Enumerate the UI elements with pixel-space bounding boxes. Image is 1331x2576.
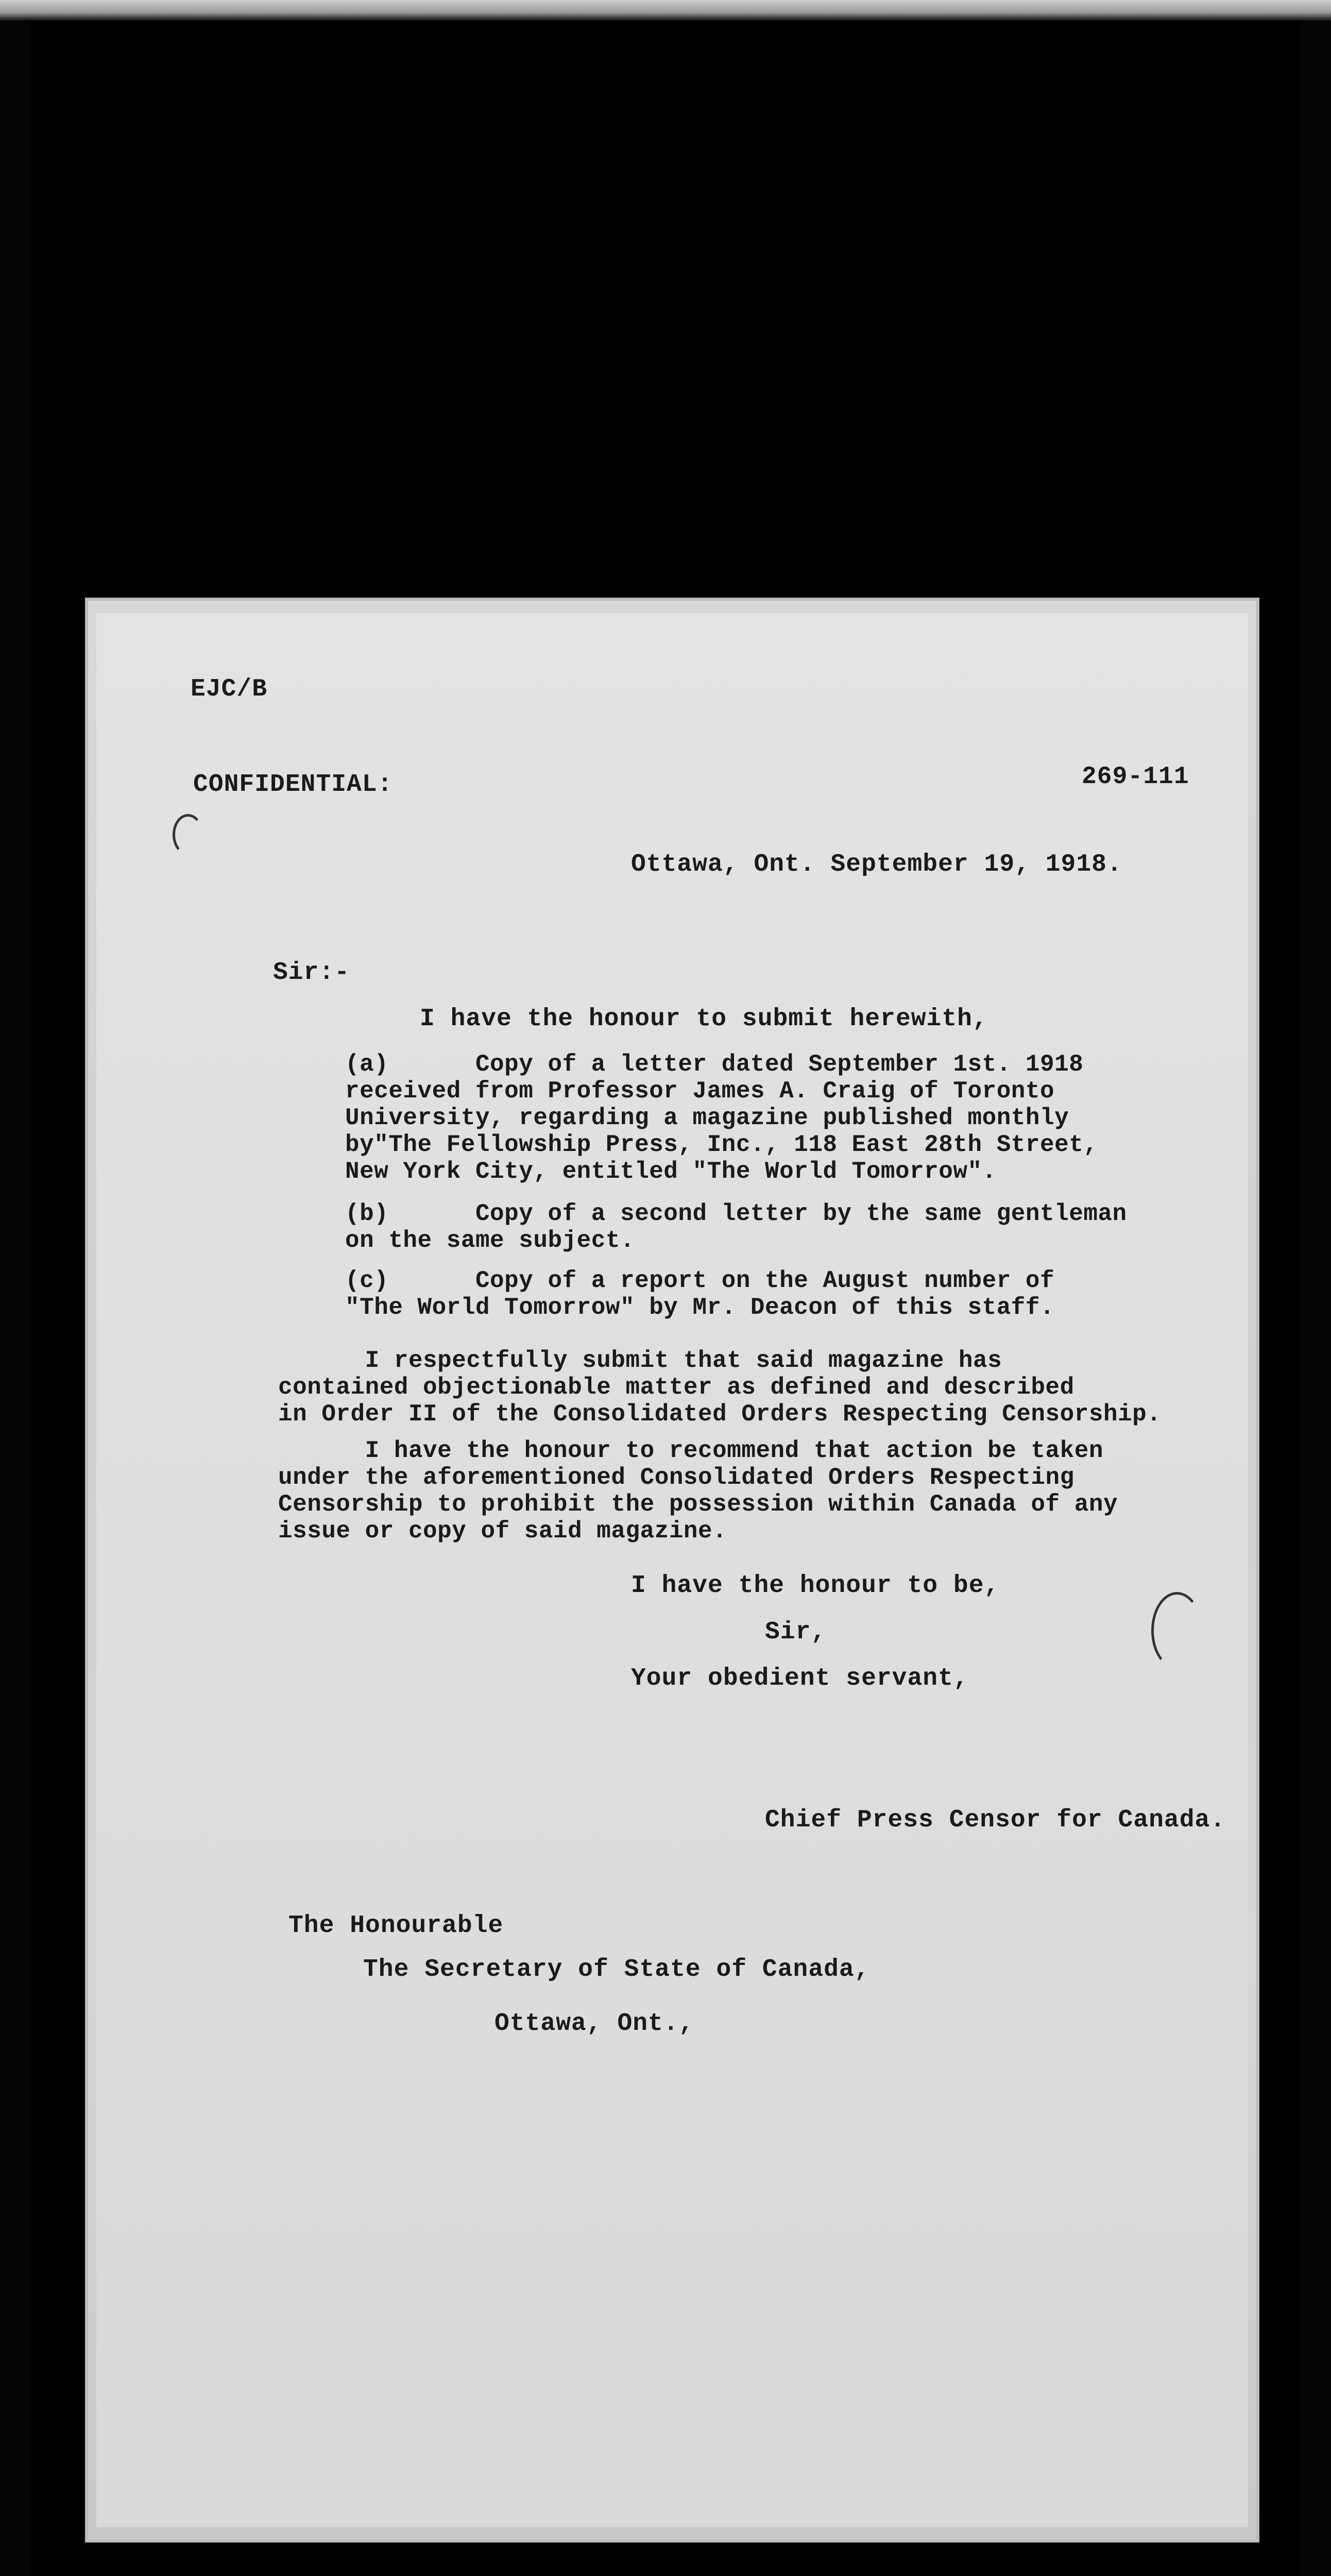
film-edge-right [1300, 21, 1331, 2576]
pencil-mark [173, 814, 203, 855]
paragraph-line: issue or copy of said magazine. [278, 1518, 727, 1545]
paragraph-line: in Order II of the Consolidated Orders Respecting Censorship. [278, 1401, 1162, 1428]
initials: EJC/B [191, 675, 268, 703]
file-number: 269-111 [1082, 763, 1189, 791]
salutation: Sir:- [273, 959, 350, 987]
letter-page-surface [96, 613, 1248, 2527]
paragraph-recommendation [278, 1437, 1118, 1545]
item-a-line: (a) Copy of a letter dated September 1st. 1918 [345, 1051, 1084, 1078]
item-c-line: (c) Copy of a report on the August number of [345, 1267, 1055, 1294]
intro-line: I have the honour to submit herewith, [420, 1005, 988, 1033]
item-a-line: by"The Fellowship Press, Inc., 118 East 28th Street, [345, 1131, 1098, 1158]
letter-page [85, 598, 1259, 2543]
date-line: Ottawa, Ont. September 19, 1918. [631, 851, 1122, 878]
item-a-line: received from Professor James A. Craig of Toronto [345, 1078, 1055, 1105]
item-a-line: University, regarding a magazine published monthly [345, 1105, 1069, 1131]
paragraph-objectionable [278, 1347, 1161, 1428]
closing-sir: Sir, [765, 1618, 827, 1646]
margin-pencil-mark [1151, 1592, 1203, 1669]
item-a-line: New York City, entitled "The World Tomorrow". [345, 1158, 997, 1185]
item-b-line: on the same subject. [345, 1227, 635, 1254]
item-b-line: (b) Copy of a second letter by the same gentleman [345, 1200, 1127, 1227]
confidential-label: CONFIDENTIAL: [193, 771, 393, 799]
signature-title: Chief Press Censor for Canada. [765, 1806, 1226, 1834]
addressee-honourable: The Honourable [288, 1912, 504, 1940]
item-a [345, 1051, 1098, 1185]
paragraph-line: I respectfully submit that said magazine has [278, 1347, 1002, 1374]
paragraph-line: contained objectionable matter as defined and described [278, 1374, 1074, 1401]
paragraph-line: under the aforementioned Consolidated Orders Respecting [278, 1464, 1074, 1491]
film-strip-top [0, 0, 1331, 21]
item-b [345, 1200, 1127, 1254]
item-c [345, 1267, 1054, 1321]
addressee-city: Ottawa, Ont., [494, 2010, 694, 2038]
closing-honour: I have the honour to be, [631, 1572, 1000, 1600]
film-edge-left [0, 21, 31, 2576]
addressee-secretary: The Secretary of State of Canada, [363, 1956, 870, 1984]
closing-servant: Your obedient servant, [631, 1665, 969, 1692]
paragraph-line: Censorship to prohibit the possession within Canada of any [278, 1491, 1118, 1518]
item-c-line: "The World Tomorrow" by Mr. Deacon of this staff. [345, 1294, 1055, 1321]
paragraph-line: I have the honour to recommend that action be taken [278, 1437, 1103, 1464]
